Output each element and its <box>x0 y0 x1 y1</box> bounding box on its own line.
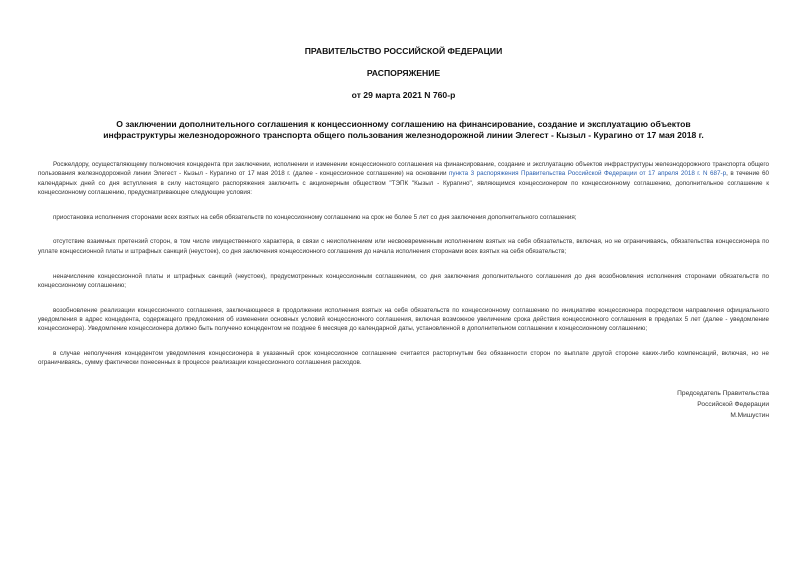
document-type-heading: РАСПОРЯЖЕНИЕ <box>366 68 441 78</box>
paragraph-1-text-start: Росжелдору, осуществляющему полномочия концедента при заключении, исполнении и изменении концессионного соглашения на финансирование, создание и эксплуатацию объектов инфраструктуры железнодорожного транспорта общего пользования железнодорожной линии Элегест - Кызыл - Курагино от 17 мая 2018 г. (далее - концессионное соглашение) на основании <box>38 161 769 178</box>
paragraph-6: в случае неполучения концедентом уведомления концессионера в указанный срок концессионное соглашение считается расторгнутым без обязанности сторон по выплате другой стороне каких-либо компенсаций, включая, но не ограничиваясь, сумму фактически понесенных в процессе реализации концессионного соглашения расходов. <box>38 350 769 367</box>
government-heading: ПРАВИТЕЛЬСТВО РОССИЙСКОЙ ФЕДЕРАЦИИ <box>304 46 503 56</box>
signatory-position: Председатель Правительства <box>677 390 769 397</box>
decree-reference-link[interactable]: пункта 3 распоряжения Правительства Российской Федерации от 17 апреля 2018 г. N 687-р <box>448 170 727 178</box>
signatory-country: Российской Федерации <box>697 401 769 408</box>
paragraph-1 <box>38 160 769 197</box>
signature-block <box>677 388 769 421</box>
paragraph-2: приостановка исполнения сторонами всех взятых на себя обязательств по концессионному соглашению на срок не более 5 лет со дня заключения дополнительного соглашения; <box>53 213 577 221</box>
paragraph-4: неначисление концессионной платы и штрафных санкций (неустоек), предусмотренных концессионным соглашением, со дня заключения дополнительного соглашения до дня возобновления исполнения сторонами обязательств по концессионному соглашению; <box>38 272 769 289</box>
document-date-number: от 29 марта 2021 N 760-р <box>351 90 456 100</box>
document-title: О заключении дополнительного соглашения к концессионному соглашению на финансирование, создание и эксплуатацию объектов инфраструктуры железнодорожного транспорта общего пользования железнодорожной линии Элегест - Кызыл - Курагино от 17 мая 2018 г. <box>103 119 704 140</box>
document-body <box>38 160 769 383</box>
paragraph-3: отсутствие взаимных претензий сторон, в том числе имущественного характера, в связи с неисполнением или несвоевременным исполнением взятых на себя обязательств, включая, но не ограничиваясь, обязательства концессионера по уплате концессионной платы и штрафных санкций (неустоек), со дня заключения концессионного соглашения до начала исполнения сторонами всех взятых на себя обязательств; <box>38 238 769 255</box>
signatory-name: М.Мишустин <box>730 412 769 419</box>
paragraph-1-text-end: , в течение 60 календарных дней со дня вступления в силу настоящего распоряжения заключить с акционерным обществом "ТЭПК "Кызыл - Курагино", являющимся концессионером по концессионному соглашению, дополнительное соглашение к концессионному соглашению, предусматривающее следующие условия: <box>38 170 769 196</box>
paragraph-5: возобновление реализации концессионного соглашения, заключающееся в продолжении исполнения взятых на себя обязательств по концессионному соглашению по инициативе концессионера посредством направления официального уведомления в адрес концедента, содержащего предложения об изменении основных условий концессионного соглашения, включая возможное увеличение срока действия концессионного соглашения в пределах 5 лет (далее - уведомление концессионера). Уведомление концессионера должно быть получено концедентом не позднее 6 месяцев до календарной даты, установленной в дополнительном соглашении к концессионному соглашению; <box>38 306 769 333</box>
